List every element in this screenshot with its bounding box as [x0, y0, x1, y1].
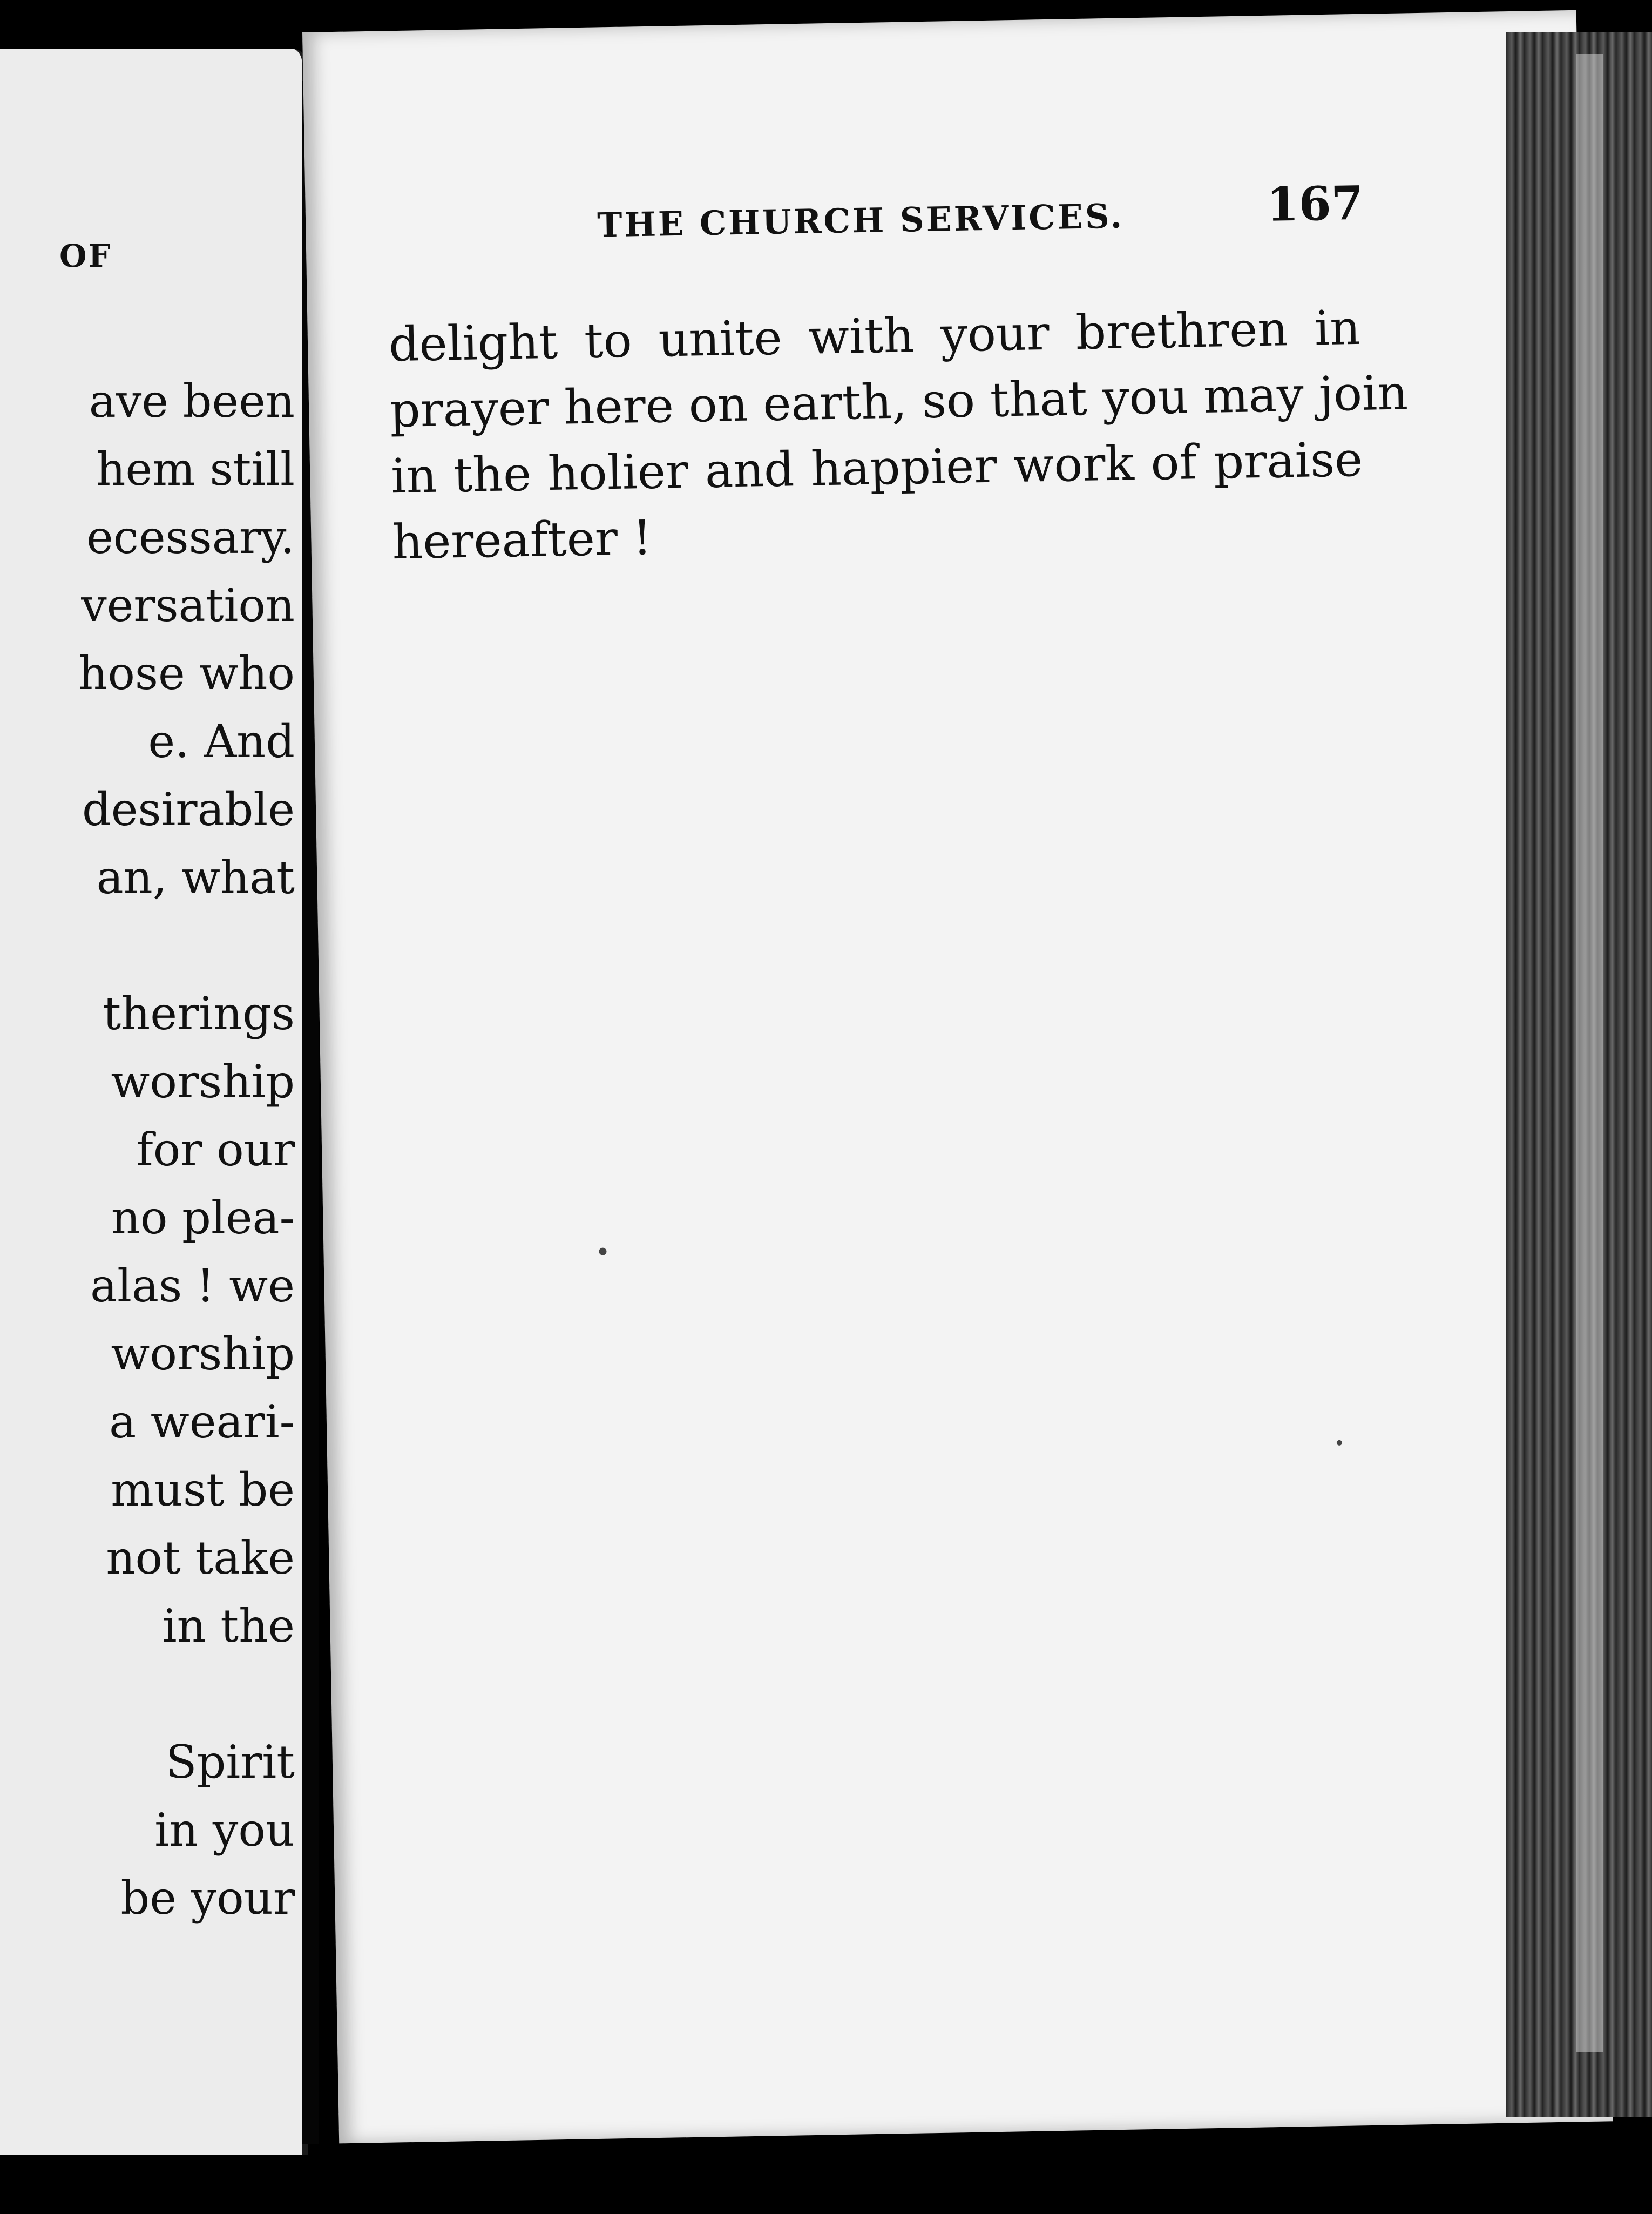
left-line: no plea- [111, 1191, 295, 1244]
left-line: in the [162, 1599, 295, 1652]
body-line: delight to unite with your brethren in [388, 299, 1361, 373]
page-edge-highlight [1576, 54, 1603, 2052]
left-line: must be [111, 1463, 295, 1516]
left-line: for our [136, 1123, 295, 1176]
body-line: in the holier and happier work of praise [390, 431, 1363, 504]
left-line: ave been [89, 375, 295, 428]
left-line: desirable [82, 783, 295, 836]
left-running-head-fragment [59, 238, 112, 274]
left-line: worship [111, 1055, 295, 1108]
body-line: hereafter ! [391, 509, 653, 570]
left-line: alas ! we [90, 1259, 295, 1312]
left-line: a weari- [109, 1395, 295, 1448]
left-line: Spirit [166, 1736, 295, 1788]
left-page [0, 49, 308, 2155]
left-line: worship [111, 1327, 295, 1380]
left-line: versation [81, 579, 295, 632]
left-line: not take [106, 1531, 295, 1584]
left-header-text: OF [59, 238, 112, 274]
left-line: hem still [96, 443, 295, 496]
paper-speck [1337, 1440, 1342, 1446]
right-page [302, 10, 1613, 2144]
left-line: therings [103, 987, 295, 1040]
left-line-blank [0, 1660, 295, 1728]
left-line: in you [154, 1804, 295, 1857]
running-head: THE CHURCH SERVICES. [597, 196, 1125, 245]
left-page-text [0, 367, 295, 1932]
left-line: hose who [78, 647, 295, 700]
body-text [388, 295, 1409, 575]
body-line: prayer here on earth, so that you may join [389, 364, 1409, 438]
left-line: be your [120, 1872, 295, 1925]
page-number: 167 [1265, 176, 1364, 232]
left-line: ecessary. [86, 511, 295, 564]
left-line-blank [0, 912, 295, 980]
left-line: an, what [96, 851, 295, 904]
paper-speck [599, 1248, 606, 1256]
left-line: e. And [148, 715, 295, 768]
